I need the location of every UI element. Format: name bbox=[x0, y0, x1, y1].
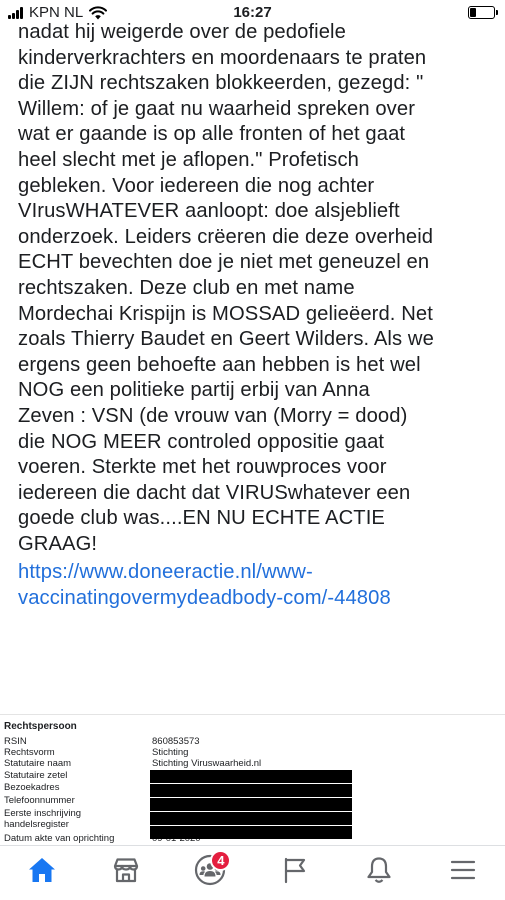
registry-value: Stichting Viruswaarheid.nl bbox=[152, 758, 262, 769]
post-link-line[interactable]: vaccinatingovermydeadbody-com/-44808 bbox=[18, 587, 391, 610]
nav-marketplace[interactable] bbox=[101, 848, 151, 892]
post-line: gebleken. Voor iedereen die nog achter bbox=[18, 174, 375, 197]
post-line: Zeven : VSN (de vrouw van (Morry = dood) bbox=[18, 404, 408, 427]
registry-label: Eerste inschrijving bbox=[4, 808, 82, 819]
battery-level bbox=[470, 8, 476, 17]
registry-label: Bezoekadres bbox=[4, 782, 60, 793]
registry-label: handelsregister bbox=[4, 819, 69, 830]
post-line: ECHT bevechten doe je niet met geneuzel en bbox=[18, 251, 430, 274]
notifications-bell-icon bbox=[364, 855, 394, 885]
post-line: voeren. Sterkte met het rouwproces voor bbox=[18, 456, 387, 479]
groups-badge: 4 bbox=[210, 850, 231, 871]
post-line: ergens geen behoefte aan hebben is het wel bbox=[18, 353, 421, 376]
post-text bbox=[18, 20, 498, 612]
post-line: zoals Thierry Baudet en Geert Wilders. Als we bbox=[18, 328, 434, 351]
registry-label: Statutaire naam bbox=[4, 758, 72, 769]
post-link[interactable] bbox=[18, 560, 498, 611]
nav-notifications[interactable] bbox=[354, 848, 404, 892]
post-line: GRAAG! bbox=[18, 532, 98, 555]
registry-label: Datum akte van oprichting bbox=[4, 833, 115, 844]
registry-label: Telefoonnummer bbox=[4, 795, 75, 806]
marketplace-icon bbox=[111, 855, 141, 885]
post-line: rechtszaken. Deze club en met name bbox=[18, 276, 355, 299]
post-line: kinderverkrachters en moordenaars te praten bbox=[18, 46, 427, 69]
redaction-bar bbox=[150, 826, 352, 839]
menu-icon bbox=[448, 855, 478, 885]
post-line: die NOG MEER controled oppositie gaat bbox=[18, 430, 385, 453]
home-icon bbox=[27, 855, 57, 885]
post-line: NOG een politieke partij erbij van Anna bbox=[18, 379, 370, 402]
redaction-bar bbox=[150, 812, 352, 825]
redaction-bar bbox=[150, 770, 352, 783]
battery-icon bbox=[468, 6, 495, 19]
nav-home[interactable] bbox=[17, 848, 67, 892]
redaction-bar bbox=[150, 798, 352, 811]
post-line: onderzoek. Leiders crëeren die deze overheid bbox=[18, 225, 434, 248]
clock: 16:27 bbox=[233, 4, 272, 21]
post-line: Mordechai Krispijn is MOSSAD gelieëerd. Net bbox=[18, 302, 433, 325]
bottom-nav bbox=[0, 845, 505, 900]
redaction-bar bbox=[150, 784, 352, 797]
post-line: heel slecht met je aflopen." Profetisch bbox=[18, 148, 359, 171]
post-line: die ZIJN rechtszaken blokkeerden, gezegd: " bbox=[18, 72, 424, 95]
carrier-name: KPN NL bbox=[29, 4, 84, 21]
post-line: iedereen die dacht dat VIRUSwhatever een bbox=[18, 481, 411, 504]
nav-groups[interactable] bbox=[185, 848, 235, 892]
nav-menu[interactable] bbox=[438, 848, 488, 892]
registry-label: RSIN bbox=[4, 736, 27, 747]
post-line: goede club was....EN NU ECHTE ACTIE bbox=[18, 507, 386, 530]
nav-pages[interactable] bbox=[270, 848, 320, 892]
post-line: wat er gaande is op alle fronten of het gaat bbox=[18, 123, 406, 146]
registry-value: Stichting bbox=[152, 747, 189, 758]
registry-image[interactable] bbox=[0, 714, 505, 848]
registry-heading: Rechtspersoon bbox=[4, 721, 77, 732]
registry-value: 860853573 bbox=[152, 736, 200, 747]
post-link-line[interactable]: https://www.doneeractie.nl/www- bbox=[18, 561, 313, 584]
registry-label: Statutaire zetel bbox=[4, 770, 68, 781]
post-line: VIrusWHATEVER aanloopt: doe alsjeblieft bbox=[18, 200, 400, 223]
post-line: Willem: of je gaat nu waarheid spreken over bbox=[18, 97, 416, 120]
registry-label: Rechtsvorm bbox=[4, 747, 55, 758]
post-line: nadat hij weigerde over de pedofiele bbox=[18, 21, 346, 43]
pages-flag-icon bbox=[280, 855, 310, 885]
